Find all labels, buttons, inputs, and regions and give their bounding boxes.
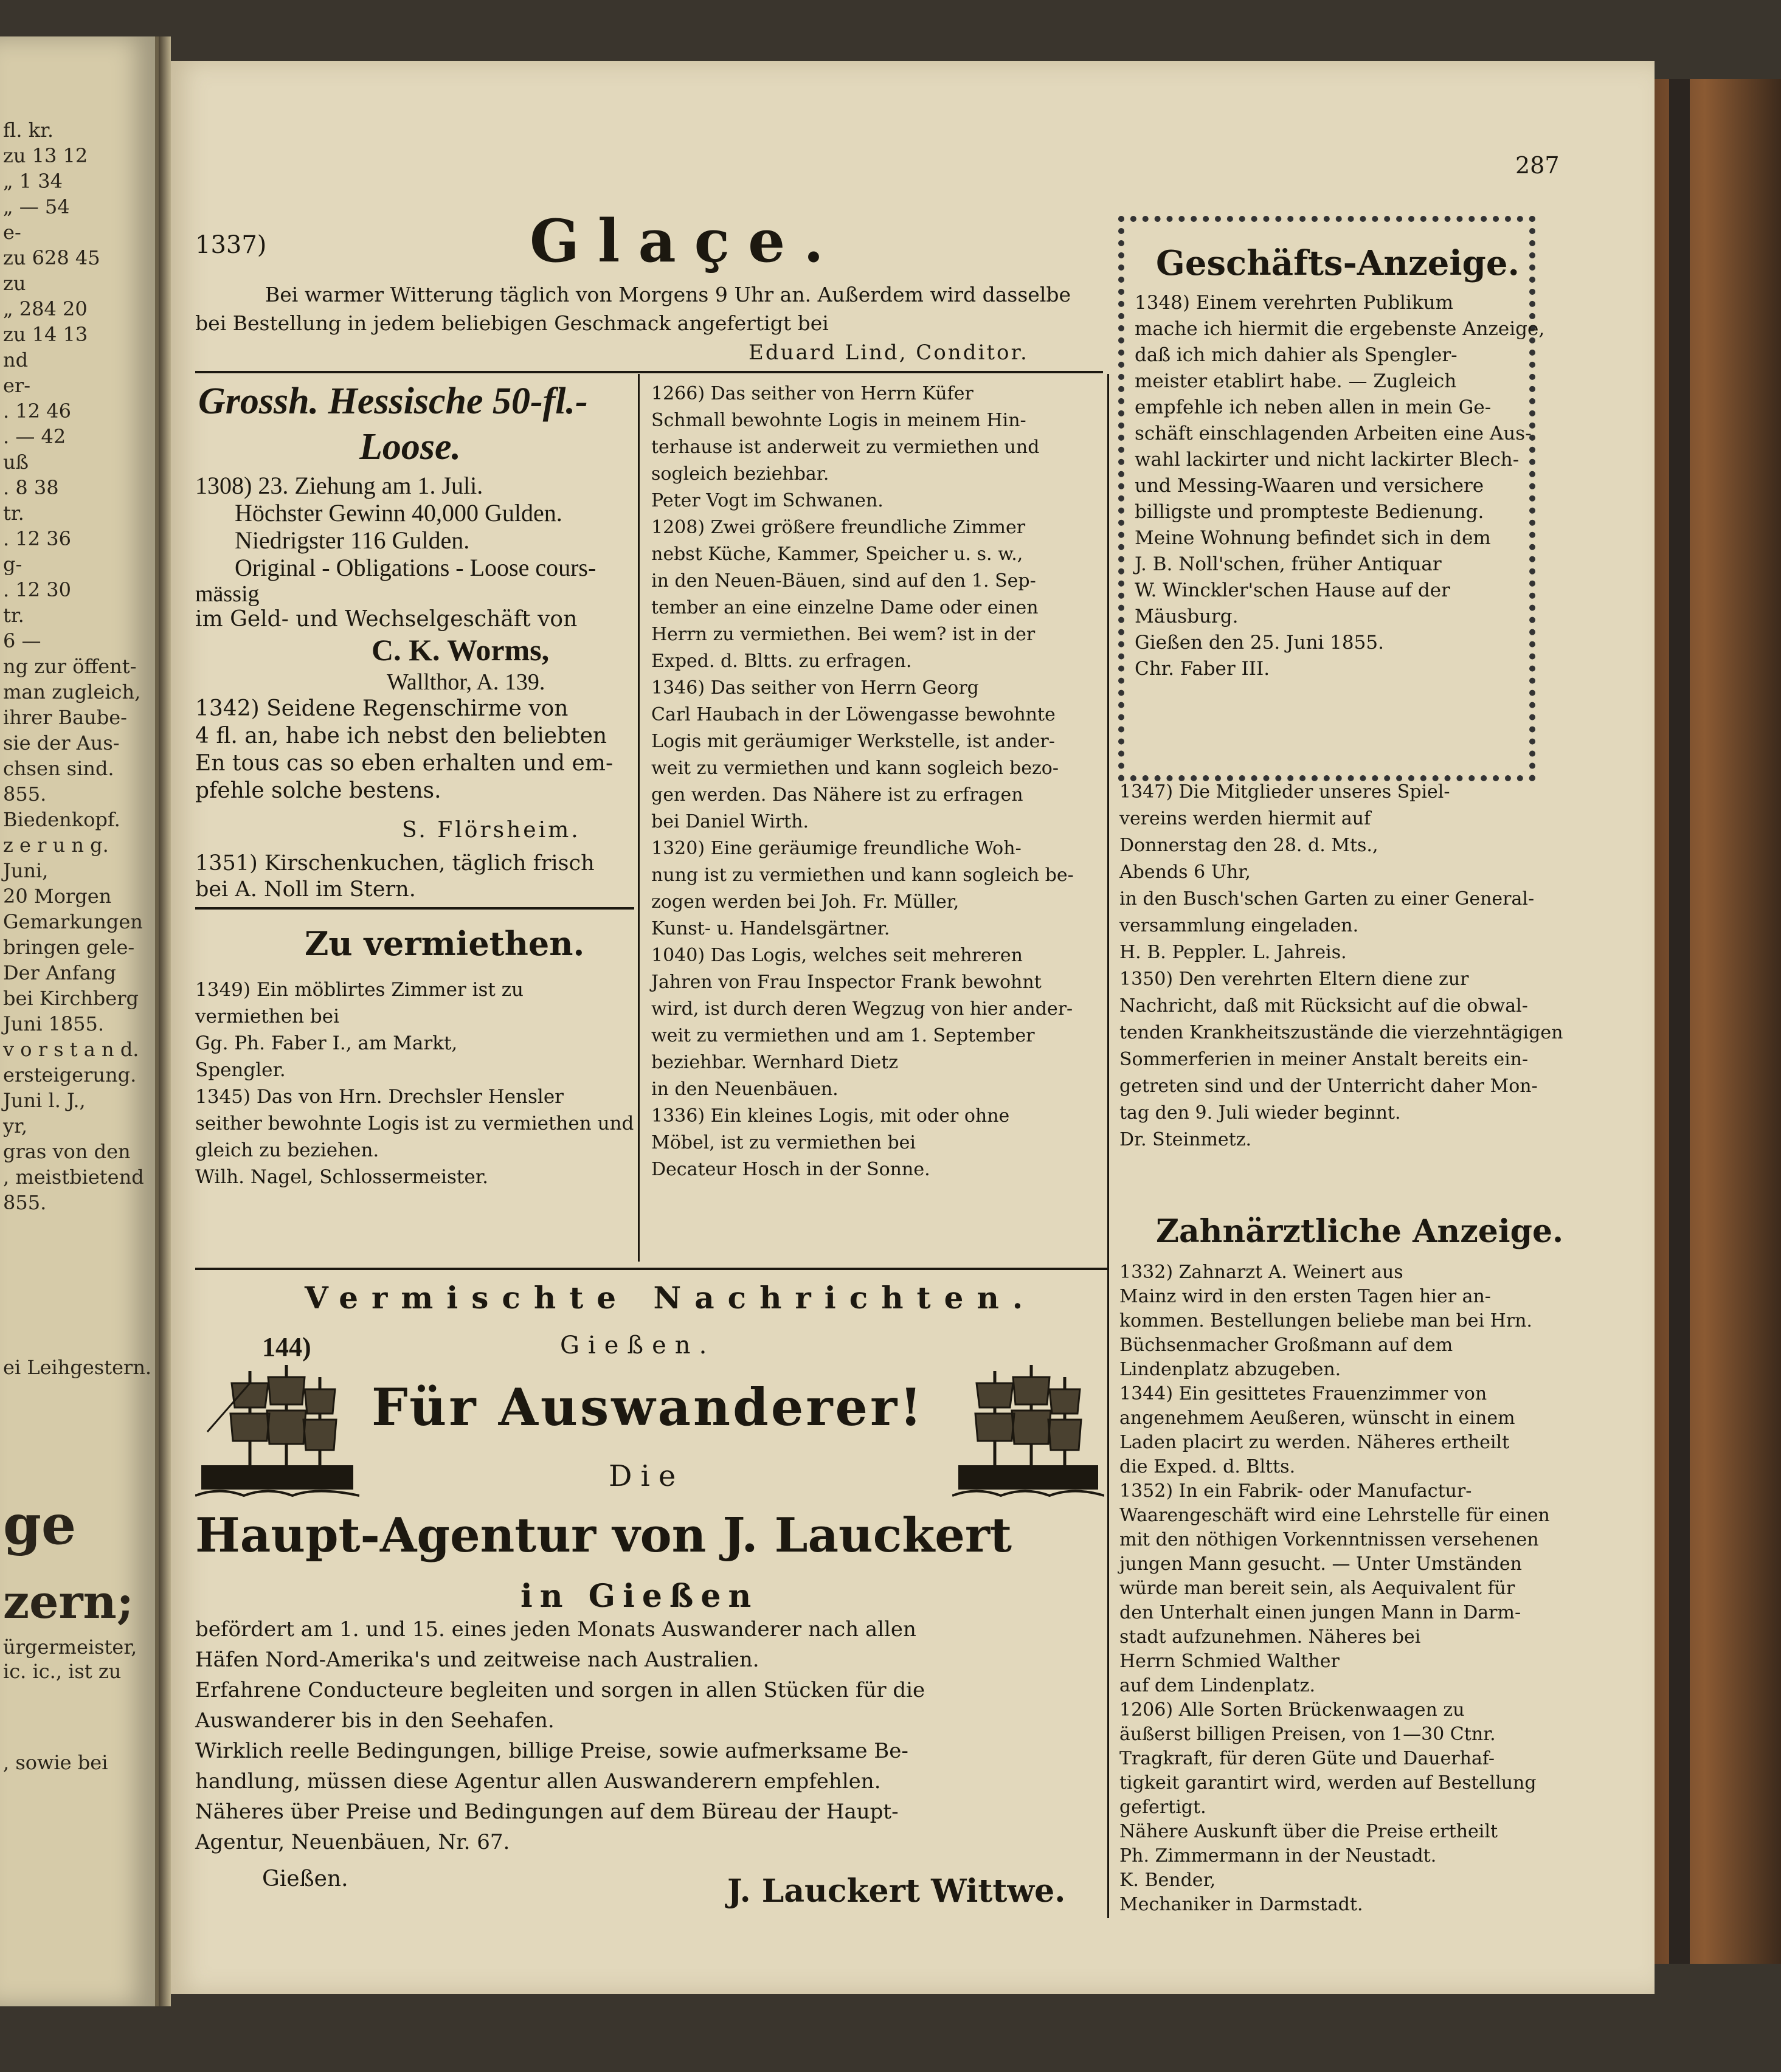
- left-page-line: chsen sind.: [3, 757, 114, 780]
- middle-column-line: gen werden. Das Nähere ist zu erfragen: [651, 784, 1023, 806]
- middle-column-line: nung ist zu vermiethen und kann sogleich be-: [651, 865, 1074, 886]
- vermischte-line: Erfahrene Conducteure begleiten und sorgen in allen Stücken für die: [195, 1678, 925, 1702]
- glace-rule: [195, 371, 1103, 373]
- auswanderer-headline: Für Auswanderer!: [372, 1377, 925, 1437]
- middle-column-line: 1336) Ein kleines Logis, mit oder ohne: [651, 1105, 1010, 1127]
- vermischte-title: Vermischte Nachrichten.: [305, 1280, 1037, 1316]
- left-page-line: zern;: [3, 1575, 134, 1629]
- right-column-line: 1352) In ein Fabrik- oder Manufactur-: [1119, 1480, 1472, 1502]
- left-page-line: Juni 1855.: [3, 1012, 105, 1035]
- vermiethen-line: 1349) Ein möblirtes Zimmer ist zu: [195, 979, 524, 1001]
- left-page-line: bei Kirchberg: [3, 987, 139, 1010]
- right-column-line: Lindenplatz abzugeben.: [1119, 1359, 1341, 1380]
- loose-line-8: Wallthor, A. 139.: [387, 669, 545, 695]
- vermischte-line: handlung, müssen diese Agentur allen Auswanderern empfehlen.: [195, 1769, 881, 1794]
- left-page-line: , sowie bei: [3, 1751, 108, 1774]
- left-page-line: ihrer Baube-: [3, 706, 127, 729]
- right-column-line: gefertigt.: [1119, 1797, 1206, 1818]
- vermiethen-line: seither bewohnte Logis ist zu vermiethen und: [195, 1113, 634, 1134]
- middle-column-line: 1320) Eine geräumige freundliche Woh-: [651, 838, 1022, 859]
- middle-column-line: tember an eine einzelne Dame oder einen: [651, 597, 1039, 618]
- middle-column-line: 1266) Das seither von Herrn Küfer: [651, 383, 973, 404]
- left-page-line: , meistbietend: [3, 1166, 144, 1189]
- vermischte-number: 144): [262, 1332, 311, 1362]
- vermiethen-title: Zu vermiethen.: [305, 924, 585, 963]
- middle-column-line: 1346) Das seither von Herrn Georg: [651, 677, 979, 699]
- left-page-line: Der Anfang: [3, 961, 116, 984]
- middle-column-line: weit zu vermiethen und am 1. September: [651, 1025, 1035, 1046]
- left-page-line: „ 1 34: [3, 170, 63, 193]
- middle-column-line: Herrn zu vermiethen. Bei wem? ist in der: [651, 624, 1036, 645]
- left-page-line: g-: [3, 553, 22, 576]
- right-column-line: auf dem Lindenplatz.: [1119, 1675, 1315, 1696]
- left-page-line: yr,: [3, 1114, 28, 1138]
- right-column-line: 1332) Zahnarzt A. Weinert aus: [1119, 1262, 1403, 1283]
- right-column-line: vereins werden hiermit auf: [1119, 808, 1371, 829]
- left-page-line: zu 14 13: [3, 323, 88, 346]
- middle-column-line: beziehbar. Wernhard Dietz: [651, 1052, 898, 1073]
- kirschen-rule: [195, 907, 634, 910]
- right-column-line: H. B. Peppler. L. Jahreis.: [1119, 942, 1347, 963]
- middle-column-line: Peter Vogt im Schwanen.: [651, 490, 884, 511]
- middle-column-line: weit zu vermiethen und kann sogleich bezo-: [651, 758, 1059, 779]
- left-page-fragment: [0, 36, 159, 2006]
- schirme-signature: S. Flörsheim.: [402, 818, 581, 843]
- left-page-line: . 12 46: [3, 399, 71, 423]
- right-column-line: mit den nöthigen Vorkenntnissen versehenen: [1119, 1529, 1539, 1550]
- zahn-title: Zahnärztliche Anzeige.: [1156, 1213, 1564, 1250]
- vermischte-line: Agentur, Neuenbäuen, Nr. 67.: [195, 1830, 510, 1854]
- loose-title-2: Loose.: [359, 426, 462, 468]
- left-page-line: fl. kr.: [3, 119, 54, 142]
- middle-column-line: in den Neuen-Bäuen, sind auf den 1. Sep-: [651, 570, 1036, 592]
- right-column-line: Tragkraft, für deren Güte und Dauerhaf-: [1119, 1748, 1495, 1769]
- left-page-line: e-: [3, 221, 21, 244]
- column-divider-1: [638, 374, 640, 1262]
- middle-column-line: 1040) Das Logis, welches seit mehreren: [651, 945, 1023, 966]
- left-page-line: . 8 38: [3, 476, 59, 499]
- vermiethen-line: vermiethen bei: [195, 1006, 340, 1027]
- left-page-line: ei Leihgestern.: [3, 1356, 152, 1379]
- ship-left-icon: [195, 1359, 359, 1499]
- loose-title-1: Grossh. Hessische 50-fl.-: [198, 381, 588, 422]
- vermischte-line: Auswanderer bis in den Seehafen.: [195, 1708, 555, 1733]
- vermischte-place: Gießen.: [560, 1331, 716, 1359]
- left-page-line: zu 628 45: [3, 246, 100, 269]
- middle-column-line: nebst Küche, Kammer, Speicher u. s. w.,: [651, 544, 1023, 565]
- glace-line-1: Bei warmer Witterung täglich von Morgens 9 Uhr an. Außerdem wird dasselbe: [265, 283, 1071, 306]
- right-column-line: Büchsenmacher Großmann auf dem: [1119, 1335, 1453, 1356]
- middle-column-line: Decateur Hosch in der Sonne.: [651, 1159, 930, 1180]
- glace-number: 1337): [195, 231, 267, 259]
- loose-line-5: mässig: [195, 581, 260, 607]
- left-page-line: Juni l. J.,: [3, 1089, 86, 1112]
- geschaeft-line: meister etablirt habe. — Zugleich: [1135, 370, 1457, 392]
- left-page-line: ürgermeister,: [3, 1635, 137, 1659]
- loose-line-6: im Geld- und Wechselgeschäft von: [195, 607, 578, 632]
- left-page-line: zu: [3, 272, 26, 295]
- middle-column-line: Logis mit geräumiger Werkstelle, ist ander-: [651, 731, 1055, 752]
- loose-line-3: Niedrigster 116 Gulden.: [235, 527, 470, 554]
- middle-column-line: bei Daniel Wirth.: [651, 811, 809, 832]
- geschaeft-line: wahl lackirter und nicht lackirter Blech-: [1135, 449, 1520, 471]
- left-page-line: Juni,: [3, 859, 49, 882]
- left-page-line: „ — 54: [3, 195, 70, 218]
- newspaper-page: [171, 61, 1655, 1994]
- geschaeft-line: 1348) Einem verehrten Publikum: [1135, 292, 1454, 314]
- left-page-line: ng zur öffent-: [3, 655, 137, 678]
- middle-column-line: Jahren von Frau Inspector Frank bewohnt: [651, 972, 1042, 993]
- right-column-line: Mechaniker in Darmstadt.: [1119, 1894, 1363, 1915]
- right-column-line: Laden placirt zu werden. Näheres ertheilt: [1119, 1432, 1510, 1453]
- geschaeft-line: und Messing-Waaren und versichere: [1135, 475, 1484, 497]
- left-page-line: Gemarkungen: [3, 910, 143, 933]
- right-column-line: äußerst billigen Preisen, von 1—30 Ctnr.: [1119, 1724, 1496, 1745]
- right-column-line: Sommerferien in meiner Anstalt bereits ein-: [1119, 1049, 1529, 1070]
- in-giessen: in Gießen: [520, 1578, 759, 1615]
- right-column-line: 1350) Den verehrten Eltern diene zur: [1119, 969, 1469, 990]
- right-column-line: versammlung eingeladen.: [1119, 915, 1359, 936]
- middle-column-line: Kunst- u. Handelsgärtner.: [651, 918, 890, 939]
- right-column-line: Nachricht, daß mit Rücksicht auf die obwal-: [1119, 995, 1528, 1017]
- left-page-line: sie der Aus-: [3, 731, 120, 755]
- right-column-line: die Exped. d. Bltts.: [1119, 1456, 1296, 1477]
- right-column-line: Abends 6 Uhr,: [1119, 862, 1251, 883]
- column-divider-2: [1107, 374, 1109, 1918]
- die-label: Die: [609, 1459, 685, 1493]
- left-page-line: tr.: [3, 502, 24, 525]
- middle-column-line: wird, ist durch deren Wegzug von hier ander-: [651, 998, 1073, 1020]
- glace-line-2: bei Bestellung in jedem beliebigen Geschmack angefertigt bei: [195, 311, 829, 335]
- middle-column-line: in den Neuenbäuen.: [651, 1079, 839, 1100]
- left-page-line: „ 284 20: [3, 297, 88, 320]
- glace-signature: Eduard Lind, Conditor.: [749, 340, 1029, 365]
- left-page-line: Biedenkopf.: [3, 808, 120, 831]
- left-page-line: z e r u n g.: [3, 834, 109, 857]
- geschaeft-line: W. Winckler'schen Hause auf der: [1135, 579, 1450, 601]
- geschaeft-line: Meine Wohnung befindet sich in dem: [1135, 527, 1491, 549]
- geschaeft-title: Geschäfts-Anzeige.: [1156, 243, 1520, 283]
- vermischte-line: Näheres über Preise und Bedingungen auf dem Büreau der Haupt-: [195, 1800, 899, 1824]
- right-column-line: Herrn Schmied Walther: [1119, 1651, 1340, 1672]
- middle-column-line: sogleich beziehbar.: [651, 463, 829, 485]
- vermiethen-line: Gg. Ph. Faber I., am Markt,: [195, 1032, 458, 1054]
- glace-title: Glaçe.: [530, 207, 842, 275]
- loose-line-1: 1308) 23. Ziehung am 1. Juli.: [195, 472, 483, 499]
- middle-column-line: Carl Haubach in der Löwengasse bewohnte: [651, 704, 1056, 725]
- left-page-line: nd: [3, 348, 29, 371]
- right-column-line: jungen Mann gesucht. — Unter Umständen: [1119, 1553, 1522, 1575]
- left-page-line: bringen gele-: [3, 936, 135, 959]
- lauckert-signature: J. Lauckert Wittwe.: [727, 1873, 1066, 1910]
- right-column-line: 1347) Die Mitglieder unseres Spiel-: [1119, 781, 1450, 803]
- left-page-line: ge: [3, 1493, 77, 1557]
- loose-line-7: C. K. Worms,: [372, 633, 550, 667]
- right-column-line: Nähere Auskunft über die Preise ertheilt: [1119, 1821, 1498, 1842]
- left-page-line: 20 Morgen: [3, 885, 112, 908]
- geschaeft-line: mache ich hiermit die ergebenste Anzeige,: [1135, 318, 1545, 340]
- loose-line-2: Höchster Gewinn 40,000 Gulden.: [235, 499, 562, 527]
- left-page-line: ic. ic., ist zu: [3, 1660, 122, 1683]
- middle-column-line: terhause ist anderweit zu vermiethen und: [651, 437, 1040, 458]
- right-column-line: Donnerstag den 28. d. Mts.,: [1119, 835, 1378, 856]
- right-column-line: Ph. Zimmermann in der Neustadt.: [1119, 1845, 1437, 1867]
- middle-column-line: Möbel, ist zu vermiethen bei: [651, 1132, 916, 1153]
- right-column-line: Waarengeschäft wird eine Lehrstelle für einen: [1119, 1505, 1550, 1526]
- left-page-line: gras von den: [3, 1140, 131, 1163]
- vermischte-place-2: Gießen.: [262, 1867, 348, 1891]
- kirschen-line-2: bei A. Noll im Stern.: [195, 877, 416, 902]
- kirschen-line-1: 1351) Kirschenkuchen, täglich frisch: [195, 851, 595, 875]
- left-page-line: er-: [3, 374, 31, 397]
- middle-column-line: Exped. d. Bltts. zu erfragen.: [651, 651, 912, 672]
- right-column-line: tag den 9. Juli wieder beginnt.: [1119, 1102, 1401, 1124]
- schirme-line: En tous cas so eben erhalten und em-: [195, 751, 614, 776]
- left-page-line: tr.: [3, 604, 24, 627]
- right-column-line: 1206) Alle Sorten Brückenwaagen zu: [1119, 1699, 1465, 1721]
- middle-column-line: Schmall bewohnte Logis in meinem Hin-: [651, 410, 1026, 431]
- left-page-line: . 12 36: [3, 527, 71, 550]
- left-page-line: zu 13 12: [3, 144, 88, 167]
- geschaeft-line: Mäusburg.: [1135, 606, 1239, 627]
- ship-right-icon: [952, 1359, 1104, 1499]
- right-column-line: Mainz wird in den ersten Tagen hier an-: [1119, 1286, 1491, 1307]
- right-column-line: K. Bender,: [1119, 1870, 1216, 1891]
- geschaeft-line: Chr. Faber III.: [1135, 658, 1270, 680]
- left-page-line: man zugleich,: [3, 680, 141, 703]
- middle-column-line: 1208) Zwei größere freundliche Zimmer: [651, 517, 1026, 538]
- left-page-line: ersteigerung.: [3, 1063, 137, 1086]
- geschaeft-line: daß ich mich dahier als Spengler-: [1135, 344, 1458, 366]
- schirme-line: 1342) Seidene Regenschirme von: [195, 696, 569, 721]
- geschaeft-line: empfehle ich neben allen in mein Ge-: [1135, 396, 1492, 418]
- vermischte-line: befördert am 1. und 15. eines jeden Monats Auswanderer nach allen: [195, 1617, 916, 1642]
- right-column-line: stadt aufzunehmen. Näheres bei: [1119, 1626, 1421, 1648]
- right-column-line: den Unterhalt einen jungen Mann in Darm-: [1119, 1602, 1521, 1623]
- right-column-line: würde man bereit sein, als Aequivalent für: [1119, 1578, 1515, 1599]
- loose-line-4: Original - Obligations - Loose cours-: [235, 554, 597, 581]
- vermischte-line: Häfen Nord-Amerika's und zeitweise nach Australien.: [195, 1648, 759, 1672]
- right-column-line: Dr. Steinmetz.: [1119, 1129, 1252, 1150]
- right-column-line: angenehmem Aeußeren, wünscht in einem: [1119, 1407, 1515, 1429]
- left-page-line: 855.: [3, 782, 47, 806]
- left-page-line: . — 42: [3, 425, 66, 448]
- right-column-line: in den Busch'schen Garten zu einer General-: [1119, 888, 1535, 910]
- vermiethen-line: 1345) Das von Hrn. Drechsler Hensler: [195, 1086, 564, 1108]
- schirme-line: 4 fl. an, habe ich nebst den beliebten: [195, 723, 607, 748]
- right-column-line: 1344) Ein gesittetes Frauenzimmer von: [1119, 1383, 1487, 1404]
- geschaeft-line: Gießen den 25. Juni 1855.: [1135, 632, 1384, 654]
- right-column-line: tenden Krankheitszustände die vierzehntägigen: [1119, 1022, 1563, 1043]
- book-gutter: [159, 36, 171, 2006]
- book-spine-edge: [1669, 79, 1690, 1964]
- left-page-line: v o r s t a n d.: [3, 1038, 139, 1061]
- vermischte-line: Wirklich reelle Bedingungen, billige Preise, sowie aufmerksame Be-: [195, 1739, 908, 1763]
- vermiethen-line: Spengler.: [195, 1059, 286, 1081]
- left-page-line: 6 —: [3, 629, 41, 652]
- agentur-headline: Haupt-Agentur von J. Lauckert: [195, 1508, 1012, 1563]
- geschaeft-line: J. B. Noll'schen, früher Antiquar: [1135, 553, 1442, 575]
- vermischte-rule: [195, 1268, 1107, 1270]
- geschaeft-line: billigste und prompteste Bedienung.: [1135, 501, 1484, 523]
- right-column-line: kommen. Bestellungen beliebe man bei Hrn.: [1119, 1310, 1532, 1331]
- left-page-line: 855.: [3, 1191, 47, 1214]
- left-page-line: . 12 30: [3, 578, 71, 601]
- page-number: 287: [1515, 152, 1560, 179]
- right-column-line: getreten sind und der Unterricht daher Mon-: [1119, 1076, 1538, 1097]
- right-column-line: tigkeit garantirt wird, werden auf Bestellung: [1119, 1772, 1537, 1794]
- vermiethen-line: gleich zu beziehen.: [195, 1139, 379, 1161]
- middle-column-line: zogen werden bei Joh. Fr. Müller,: [651, 891, 960, 913]
- left-page-line: uß: [3, 451, 29, 474]
- geschaeft-line: schäft einschlagenden Arbeiten eine Aus-: [1135, 423, 1532, 444]
- vermiethen-line: Wilh. Nagel, Schlossermeister.: [195, 1166, 488, 1188]
- schirme-line: pfehle solche bestens.: [195, 778, 441, 803]
